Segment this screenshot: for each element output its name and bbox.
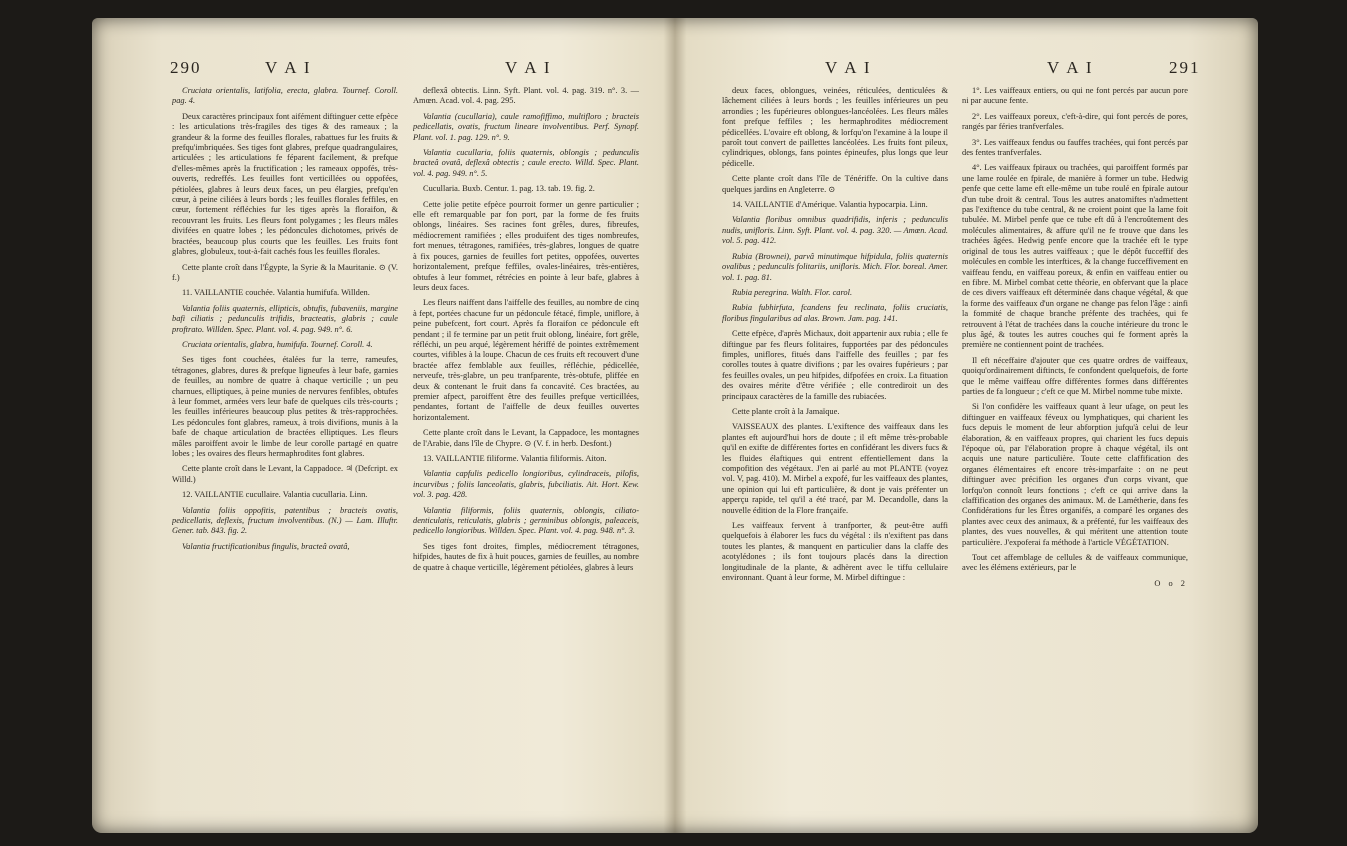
paragraph: Cette jolie petite efpèce pourroit former un genre particulier ; elle eft remarquable par fon port, par la forme de fes fruits oblongs, linéaires. Ses racines font grêles, dures, fibreufes, médiocrement ramifiées ; elles produifent des tiges nombreufes, fort menues, tétragones, ramifiées, très-glabres, longues de quatre à fix pouces, garnies de feuilles fort petites, oppofées, ouvertes horizontalement, prefque feffiles, ovales-linéaires, très-entières, obtufes à leur fommet, rétrécies en pointe à leur bafe, glabres à leurs deux faces. <box>413 199 639 292</box>
paragraph: 4°. Les vaiffeaux fpiraux ou trachées, qui paroiffent formés par une lame roulée en fpirale, de manière à former un tube. Hedwig penfe que cette lame eft elle-même un tube roulé en fpirale autour d'un tube droit & central. Tous les autres anatomiftes n'admettent pas l'exiftence du tube central, & ne croient point que la lame foit tubulée. M. Mirbel penfe que ce tube eft dû à l'encroûtement des molécules alimentaires, & affure qu'il ne fe trouve que dans les trachées âgées. Hedwig penfe encore que la trachée eft le type original de tous les autres vaiffeaux ; que le dépôt fucceffif des molécules en comble les interftices, & la change fucceffivement en vaiffeau fendu, en vaiffeau poreux, & enfin en vaiffeau entier ou en fibre. M. Mirbel combat cette théorie, en obfervant que la place de ces divers vaiffeaux eft déterminée dans chaque végétal, & que la forme des vaiffeaux d'un organe ne change pas felon l'âge : ainfi la fommité de chaque branche préfente des trachées, qui fe retrouvent à l'état de trachées dans la couche intérieure du tronc le plus âgé, & toutes les autres couches qui fe forment après la première ne contiennent point de trachées. <box>962 163 1188 350</box>
paragraph: Valantia filiformis, foliis quaternis, oblongis, ciliato-denticulatis, reticulatis, glabris ; germinibus oblongis, paleaceis, pedicello longioribus. Willden. Spec. Plant. vol. 4. pag. 948. n°. 3. <box>413 505 639 536</box>
paragraph: 14. VAILLANTIE d'Amérique. Valantia hypocarpia. Linn. <box>732 200 928 210</box>
paragraph: Valantia foliis oppofitis, patentibus ; bracteis ovatis, pedicellatis, deflexis, fructum involventibus. (N.) — Lam. Illuftr. Gener. tab. 843. fig. 2. <box>172 505 398 536</box>
paragraph: Ses tiges font couchées, étalées fur la terre, rameufes, tétragones, glabres, dures & prefque ligneufes à leur bafe, garnies de feuilles, au nombre de quatre à chaque verticille ; un peu charnues, elliptiques, à peine munies de nervures fenfibles, obtufes à leur fommet, armées vers leur bafe de quelques cils très-courts ; les feuilles inférieures beaucoup plus petites & très-rapprochées. Les pédoncules font glabres, rameux, à trois divifions, munis à la bafe de chaque articulation de bractées elliptiques. Les fleurs mâles paroiffent avoir le limbe de leur corolle partagé en quatre lobes ; les ovaires des fleurs hermaphrodites font glabres. <box>172 355 398 458</box>
paragraph: Il eft néceffaire d'ajouter que ces quatre ordres de vaiffeaux, quoiqu'ordinairement diftincts, fe confondent quelquefois, de forte que le même vaiffeau offre différentes formes dans différentes parties de fa longueur ; c'eft ce que M. Mirbel nomme tube mixte. <box>962 355 1188 396</box>
left-column-2 <box>413 86 639 810</box>
paragraph: Cette plante croît dans le Levant, la Cappadoce, les montagnes de l'Arabie, dans l'île de Chypre. ⊙ (V. f. in herb. Desfont.) <box>413 428 639 448</box>
paragraph: Les vaiffeaux fervent à tranfporter, & peut-être auffi quelquefois à élaborer les fucs du végétal : ils n'exiftent pas dans toutes les plantes, & manquent en particulier dans la claffe des acotylédones ; ils font toujours placés dans la direction longitudinale de la plante, & adhèrent avec le tiffu cellulaire environnant. Quant à leur forme, M. Mirbel diftingue : <box>722 521 948 583</box>
paragraph: 2°. Les vaiffeaux poreux, c'eft-à-dire, qui font percés de pores, rangés par féries tranfverfales. <box>962 111 1188 132</box>
paragraph: Tout cet affemblage de cellules & de vaiffeaux communique, avec les élémens extérieurs, par le <box>962 553 1188 573</box>
left-running-head-2: V A I <box>505 58 552 77</box>
paragraph: Cette plante croît dans l'île de Ténériffe. On la cultive dans quelques jardins en Angleterre. ⊙ <box>722 174 948 194</box>
paragraph: Valantia capfulis pedicello longioribus, cylindraceis, pilofis, incurvibus ; foliis lanceolatis, glabris, fubciliatis. Ait. Hort. Kew. vol. 3. pag. 428. <box>413 469 639 500</box>
paragraph: Rubia (Brownei), parvâ minutimque hifpidula, foliis quaternis ovalibus ; pedunculis folitariis, unifloris. Mich. Flor. boreal. Amer. vol. 1. pag. 81. <box>722 251 948 282</box>
right-running-head-2: V A I <box>1047 58 1094 77</box>
paragraph: Valantia fructificationibus fingulis, bracteâ ovatâ, <box>182 541 350 551</box>
paragraph: Valantia (cucullaria), caule ramofiffimo, multifloro ; bracteis pedicellatis, ovatis, fructum lineare involventibus. Perf. Synopf. Plant. vol. 1. pag. 129. n°. 9. <box>413 111 639 142</box>
paragraph: Cucullaria. Buxb. Centur. 1. pag. 13. tab. 19. fig. 2. <box>423 184 595 194</box>
paragraph: Cette efpèce, d'après Michaux, doit appartenir aux rubia ; elle fe diftingue par fes fleurs folitaires, fupportées par des pédoncules fimples, uniflores, fitués dans l'aiffelle des feuilles ; par fes corolles toutes à quatre divifions ; par les ovaires fupérieurs ; par fes feuilles ovales, un peu hifpides, difpofées en croix. La fituation des ovaires mérite d'être vérifiée ; elle contrediroit un des principaux caractères de la famille des rubiacées. <box>722 329 948 401</box>
paragraph: 12. VAILLANTIE cucullaire. Valantia cucullaria. Linn. <box>182 490 368 500</box>
right-page-number: 291 <box>1169 58 1201 77</box>
left-column-1 <box>172 86 398 810</box>
paragraph: VAISSEAUX des plantes. L'exiftence des vaiffeaux dans les plantes eft aujourd'hui hors de doute ; il eft même très-probable qu'il en exifte de différentes fortes en confidérant les divers fucs & les fluides élaftiques qui entrent effentiellement dans la compofition des végétaux. J'en ai parlé au mot PLANTE (voyez vol. V, pag. 410). M. Mirbel a expofé, fur les vaiffeaux des plantes, une opinion qui lui eft particulière, & dont je vais préfenter un apperçu rapide, tel qu'il a été tracé, par M. Decandolle, dans la nouvelle édition de la Flore françaife. <box>722 422 948 515</box>
paragraph: Cette plante croît à la Jamaïque. <box>732 406 840 416</box>
signature-mark: O o 2 <box>1154 578 1188 588</box>
paragraph: Valantia floribus omnibus quadrifidis, inferis ; pedunculis nudis, unifloris. Linn. Syft. Plant. vol. 4. pag. 320. — Amœn. Acad. vol. 5. pag. 412. <box>722 215 948 246</box>
right-page <box>675 0 1258 846</box>
paragraph: Valantia foliis quaternis, ellipticis, obtufis, fubaveniis, margine bafi ciliatis ; pedunculis trifidis, bracteatis, glabris ; caule proftrato. Willden. Spec. Plant. vol. 4. pag. 949. n°. 6. <box>172 303 398 334</box>
left-page-number: 290 <box>170 58 202 77</box>
paragraph: 1°. Les vaiffeaux entiers, ou qui ne font percés par aucun pore ni par aucune fente. <box>962 86 1188 106</box>
paragraph: Rubia fubhirfuta, fcandens feu reclinata, foliis cruciatis, floribus fingularibus ad alas. Brown. Jam. pag. 141. <box>722 303 948 323</box>
paragraph: deflexâ obtectis. Linn. Syft. Plant. vol. 4. pag. 319. n°. 3. — Amœn. Acad. vol. 4. pag. 295. <box>413 86 639 106</box>
paragraph: Ses tiges font droites, fimples, médiocrement tétragones, hifpides, hautes de fix à huit pouces, garnies de feuilles, au nombre de quatre à chaque verticille, légèrement pétiolées, glabres à leurs <box>413 541 639 572</box>
paragraph: deux faces, oblongues, veinées, réticulées, denticulées & lâchement ciliées à leurs bords ; les feuilles inférieures un peu arrondies ; les fupérieures oblongues-lancéolées. Les fleurs mâles font prefque feffiles ; les hermaphrodites médiocrement pédicellées. L'ovaire eft oblong, & lorfqu'on l'examine à la loupe il paroît tout convert de paillettes lancéolées. Les fruits font pileux, cylindriques, oblongs, fans pointes épineufes, plus longs que leur pédicelle. <box>722 86 948 168</box>
left-running-head-1: V A I <box>265 58 312 77</box>
paragraph: Les fleurs naiffent dans l'aiffelle des feuilles, au nombre de cinq à fept, portées chacune fur un pédoncule fétacé, fimple, uniflore, à peine pubefcent, fort court. Après fa floraifon ce pédoncule eft pendant ; il fe termine par un petit fruit oblong, linéaire, fort grêle, réfléchi, un peu arqué, légèrement hériffé de pointes extrêmement courtes, vifibles à la loupe. Chacun de ces fruits eft recouvert d'une bractée affez femblable aux feuilles, réfléchie, pédicellée, nerveufe, très-glabre, un peu tranfparente, très-obtufe, pliffée en deux & contenant le fruit dans fa concavité. Ces bractées, au premier afpect, paroiffent être des feuilles prefque verticillées, pendantes, fortant de l'aiffelle de deux feuilles ouvertes horizontalement. <box>413 298 639 422</box>
paragraph: Rubia peregrina. Walth. Flor. carol. <box>732 287 853 297</box>
right-running-head-1: V A I <box>825 58 872 77</box>
right-column-1 <box>722 86 948 810</box>
paragraph: Cruciata orientalis, glabra, humifufa. Tournef. Coroll. 4. <box>182 339 373 349</box>
paragraph: Si l'on confidère les vaiffeaux quant à leur ufage, on peut les diftinguer en vaiffeaux féveux ou lymphatiques, qui charient les fucs depuis le moment de leur abforption jufqu'à celui de leur élaboration, & en vaiffeaux propres, qui charient les fucs depuis l'époque où, par l'élaboration propre à chaque végétal, ils ont acquis une nature particulière. Toute cette claffification des organes élémentaires eft encore très-imparfaite : on ne peut diftinguer avec précifion les organes d'un corps vivant, que lorfqu'on connoît leurs fonctions ; c'eft ce qui arrive dans la claffification des organes des animaux. M. de Lamétherie, dans fes Confidérations fur les Êtres organifés, a comparé les organes des plantes avec ceux des animaux, & a préfenté, fur les vaiffeaux des plantes, des vues nouvelles, & qui méritent une attention toute particulière. J'expoferai fa méthode à l'article VÉGÉTATION. <box>962 402 1188 547</box>
left-page <box>92 0 675 846</box>
paragraph: Valantia cucullaria, foliis quaternis, oblongis ; pedunculis bracteâ ovatâ, deflexâ obtectis ; caule erecto. Willd. Spec. Plant. vol. 4. pag. 949. n°. 5. <box>413 148 639 178</box>
paragraph: 3°. Les vaiffeaux fendus ou fauffes trachées, qui font percés par des fentes tranfverfales. <box>962 137 1188 158</box>
paragraph: 13. VAILLANTIE filiforme. Valantia filiformis. Aiton. <box>423 454 607 463</box>
paragraph: Cette plante croît dans le Levant, la Cappadoce. ♃ (Defcript. ex Willd.) <box>172 464 398 484</box>
paragraph: Deux caractères principaux font aifément diftinguer cette efpèce : les articulations très-fragiles des tiges & des rameaux ; la grandeur & la forme des feuilles florales, rabattues fur les fruits & prefqu'imbriquées. Ses tiges font glabres, prefque quadrangulaires, articulées ; les articulations fe féparent facilement, & prefque d'elles-mêmes après la fructification ; les rameaux oppofés, très-ouverts, redreffés. Les feuilles font verticillées ou oppofées, pétiolées, glabres à leurs deux faces, un peu élargies, prefqu'en cœur, à peine ciliées à leurs bords ; les feuilles florales feffiles, en cœur, fortement réfléchies fur les tiges après la floraifon, & recouvrant les fruits. Les fleurs font polygames ; les fleurs mâles divifées en quatre lobes ; les pédoncules dichotomes, privés de bractées, beaucoup plus courts que les feuilles. Les fruits font glabres, globuleux, tout-à-fait cachés fous les feuilles florales. <box>172 111 398 257</box>
paragraph: Cruciata orientalis, latifolia, erecta, glabra. Tournef. Coroll. pag. 4. <box>172 86 398 106</box>
paragraph: 11. VAILLANTIE couchée. Valantia humifufa. Willden. <box>182 288 370 298</box>
paragraph: Cette plante croît dans l'Égypte, la Syrie & la Mauritanie. ⊙ (V. f.) <box>172 262 398 282</box>
right-column-2 <box>962 86 1188 810</box>
